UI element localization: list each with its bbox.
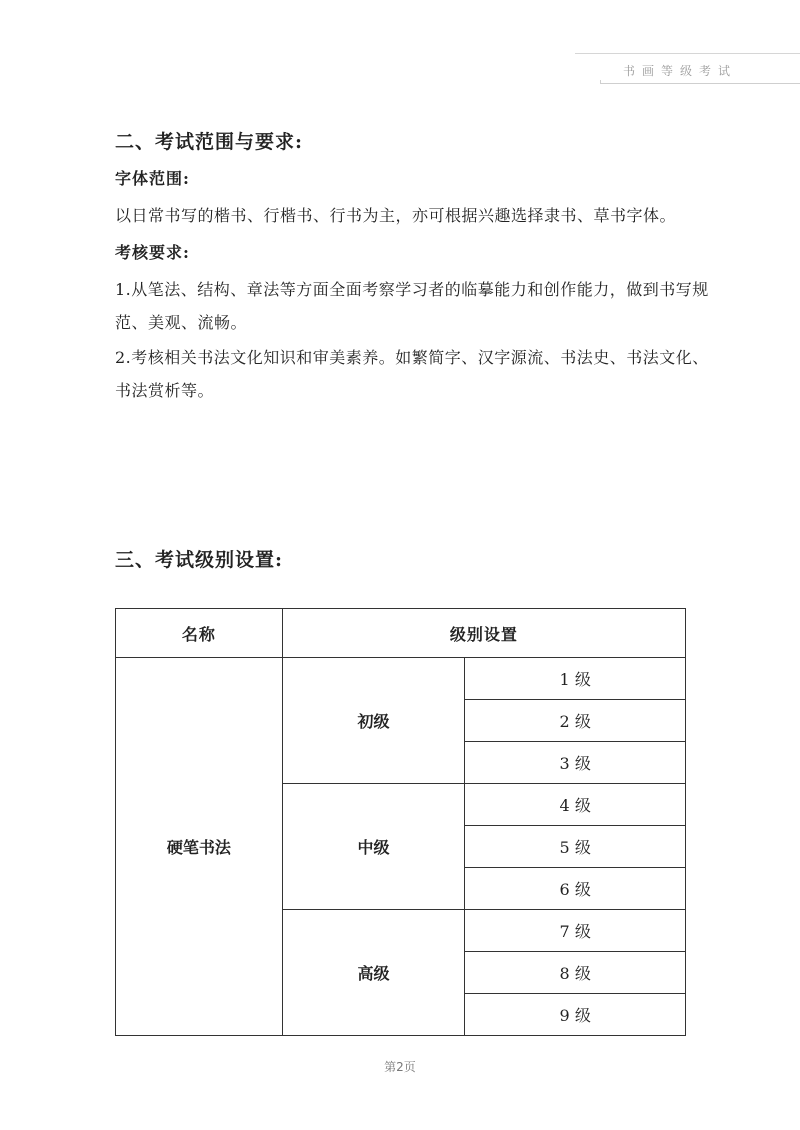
requirement-1: 1.从笔法、结构、章法等方面全面考察学习者的临摹能力和创作能力，做到书写规范、美观、流畅。: [115, 280, 709, 332]
band-primary: 初级: [282, 658, 465, 784]
requirement-2: 2.考核相关书法文化知识和审美素养。如繁简字、汉字源流、书法史、书法文化、书法赏析等。: [115, 348, 709, 400]
header-rule: [600, 83, 800, 84]
header-name: 名称: [116, 609, 283, 658]
section-3-heading: 三、考试级别设置:: [115, 549, 284, 571]
page-number: 第2页: [384, 1060, 416, 1074]
header-levels: 级别设置: [282, 609, 685, 658]
font-scope-label: 字体范围:: [115, 169, 190, 188]
table-row: [116, 658, 686, 700]
level-table: [115, 608, 686, 1036]
level-cell: 3 级: [465, 742, 686, 784]
category-name: 硬笔书法: [116, 658, 283, 1036]
section-2: [115, 127, 725, 409]
level-cell: 4 级: [465, 784, 686, 826]
level-cell: 6 级: [465, 868, 686, 910]
section-3: [115, 545, 283, 584]
band-intermediate: 中级: [282, 784, 465, 910]
level-cell: 8 级: [465, 952, 686, 994]
header-rule-tick: [600, 80, 601, 84]
assessment-label: 考核要求:: [115, 243, 190, 262]
band-advanced: 高级: [282, 910, 465, 1036]
level-cell: 5 级: [465, 826, 686, 868]
level-cell: 1 级: [465, 658, 686, 700]
level-cell: 9 级: [465, 994, 686, 1036]
header-rule-top: [575, 53, 800, 54]
level-cell: 7 级: [465, 910, 686, 952]
header-title: 书画等级考试: [622, 64, 737, 78]
level-cell: 2 级: [465, 700, 686, 742]
font-scope-text: 以日常书写的楷书、行楷书、行书为主，亦可根据兴趣选择隶书、草书字体。: [115, 206, 677, 225]
section-2-heading: 二、考试范围与要求:: [115, 131, 304, 153]
table-header-row: [116, 609, 686, 658]
